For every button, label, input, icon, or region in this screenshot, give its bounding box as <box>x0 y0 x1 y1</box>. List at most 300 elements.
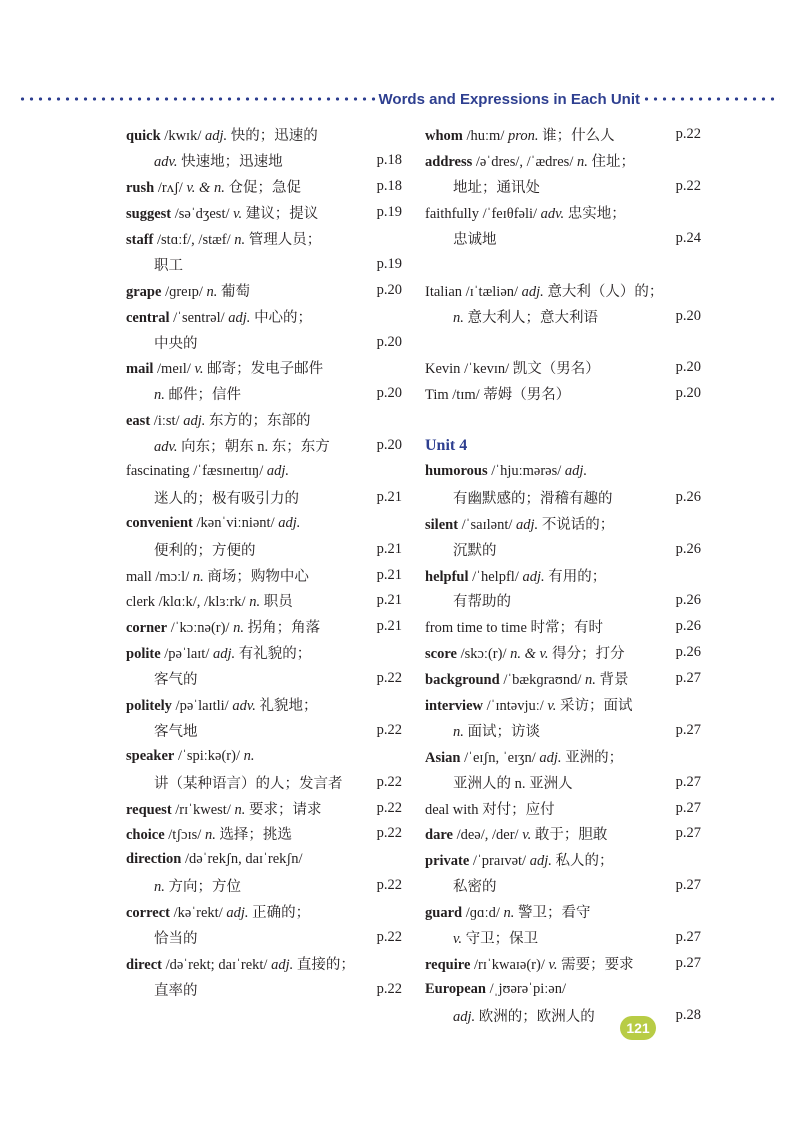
vocab-entry-continuation <box>126 484 402 510</box>
definition: 守卫；保卫 <box>462 931 539 948</box>
vocab-entry-continuation <box>425 717 701 743</box>
vocab-entry <box>126 692 402 718</box>
page-ref: p.20 <box>376 385 402 402</box>
phonetic: /dəˈrekt; daɪˈrekt/ <box>161 956 268 973</box>
definition: 意大利人；意大利语 <box>463 309 598 326</box>
unit-heading: Unit 4 <box>425 436 468 454</box>
part-of-speech: adj. <box>274 514 301 531</box>
page-ref: p.27 <box>675 773 701 790</box>
vocab-entry <box>425 614 701 640</box>
vocab-entry-continuation <box>425 769 701 795</box>
part-of-speech: adj. <box>224 309 251 326</box>
vocab-entry <box>126 407 402 433</box>
entry-text <box>126 901 310 922</box>
vocab-entry-continuation <box>126 976 402 1002</box>
entry-text <box>425 513 614 534</box>
part-of-speech: n. <box>154 879 165 896</box>
headword: fascinating <box>126 463 190 480</box>
entry-text <box>425 798 555 819</box>
phonetic: /ˌjʊərəˈpiːən/ <box>485 980 567 997</box>
part-of-speech: n. <box>453 723 464 740</box>
definition: 蒂姆（男名） <box>479 387 571 404</box>
vocab-entry <box>425 510 701 536</box>
page-ref: p.20 <box>376 437 402 454</box>
entry-text <box>126 280 250 301</box>
definition: 快的；迅速的 <box>227 128 318 145</box>
headword: faithfully <box>425 206 479 223</box>
entry-text <box>425 981 566 998</box>
entry-text <box>154 979 198 1000</box>
definition: 直率的 <box>154 982 198 999</box>
part-of-speech: adv. <box>228 698 256 715</box>
entry-text <box>126 565 309 586</box>
part-of-speech: v. & n. <box>182 180 225 197</box>
vocab-entry <box>126 847 402 873</box>
part-of-speech: adj. <box>222 905 249 922</box>
definition: 需要；要求 <box>557 956 634 973</box>
part-of-speech: n. <box>201 827 216 844</box>
entry-text <box>126 409 311 430</box>
entry-text <box>425 616 603 637</box>
phonetic: /ˈfeɪθfəli/ <box>478 206 538 223</box>
vocab-entry <box>126 640 402 666</box>
headword: request <box>126 801 172 818</box>
page-ref: p.22 <box>376 825 402 842</box>
definition: 亚洲的； <box>561 749 624 766</box>
phonetic: /klɑːk/, /klɜːrk/ <box>154 594 246 611</box>
phonetic: /ˈkevɪn/ <box>460 361 510 378</box>
entry-text <box>126 463 289 480</box>
vocab-entry <box>425 666 701 692</box>
page-header <box>18 88 780 110</box>
definition: 邮件；信件 <box>164 387 241 404</box>
entry-text <box>425 901 591 922</box>
definition: 职工 <box>154 257 183 274</box>
entry-text <box>425 849 613 870</box>
definition: 时常；有时 <box>526 620 604 637</box>
vocab-entry <box>126 588 402 614</box>
entry-text <box>126 515 300 532</box>
phonetic: /rʌʃ/ <box>154 180 183 197</box>
headword: politely <box>126 698 172 715</box>
definition: 面试；访谈 <box>463 723 540 740</box>
entry-text <box>154 772 343 793</box>
right-column <box>425 122 701 1028</box>
vocab-entry <box>126 821 402 847</box>
page-ref: p.28 <box>675 1006 701 1023</box>
definition: 东方的；东部的 <box>205 413 311 430</box>
definition: 中心的； <box>250 309 313 326</box>
entry-text <box>126 748 254 765</box>
page-ref: p.26 <box>675 618 701 635</box>
headword: polite <box>126 646 161 663</box>
definition: 背景 <box>595 672 629 689</box>
definition: 客气的 <box>154 672 198 689</box>
page-ref: p.26 <box>675 592 701 609</box>
part-of-speech: n. <box>202 283 218 300</box>
page-ref: p.22 <box>376 980 402 997</box>
definition: 正确的； <box>248 905 311 922</box>
entry-text <box>154 254 183 275</box>
headword: mall <box>126 568 152 585</box>
part-of-speech: v. <box>544 956 558 973</box>
part-of-speech: n. <box>230 232 246 248</box>
entry-text <box>453 306 598 327</box>
vocab-entry <box>126 200 402 226</box>
vocab-entry-continuation <box>425 303 701 329</box>
definition: 采访；面试 <box>556 698 633 715</box>
vocab-entry <box>425 976 701 1002</box>
page-ref: p.27 <box>675 825 701 842</box>
page-ref: p.21 <box>376 592 402 609</box>
vocab-entry <box>425 821 701 847</box>
part-of-speech: v. <box>518 827 532 844</box>
part-of-speech: n. <box>453 309 464 326</box>
definition: 礼貌地； <box>255 698 318 715</box>
headword: helpful <box>425 568 469 585</box>
headword: whom <box>425 128 463 145</box>
headword: silent <box>425 516 459 533</box>
vocab-entry <box>126 459 402 485</box>
page-ref: p.21 <box>376 566 402 583</box>
vocab-entry <box>425 743 701 769</box>
phonetic: /pəˈlaɪt/ <box>160 646 210 663</box>
phonetic: /ɡreɪp/ <box>161 283 203 300</box>
headword: deal with <box>425 801 479 818</box>
page-ref: p.27 <box>675 670 701 687</box>
phonetic: /ˈeɪʃn, ˈeɪʒn/ <box>460 749 536 766</box>
entry-text <box>425 280 663 301</box>
part-of-speech: n. <box>189 568 204 585</box>
part-of-speech: adv. <box>154 154 178 171</box>
definition: 谁；什么人 <box>538 128 615 145</box>
entry-text <box>425 463 587 480</box>
page-ref: p.21 <box>376 618 402 635</box>
entry-text <box>126 694 317 715</box>
entry-text <box>154 668 198 689</box>
vocab-entry <box>425 899 701 925</box>
definition: 警卫；看守 <box>514 905 591 922</box>
headword: rush <box>126 180 155 197</box>
vocab-entry <box>126 303 402 329</box>
part-of-speech: adv. <box>154 439 178 456</box>
entry-text <box>425 202 626 223</box>
entry-text <box>126 202 318 223</box>
page-ref: p.27 <box>675 721 701 738</box>
phonetic: /skɔː(r)/ <box>456 646 507 663</box>
part-of-speech: adj. <box>453 1008 476 1025</box>
phonetic: /pəˈlaɪtli/ <box>171 698 229 715</box>
page-ref: p.22 <box>376 670 402 687</box>
entry-text <box>126 590 293 611</box>
vocab-entry-continuation <box>126 148 402 174</box>
definition: 邮寄；发电子邮件 <box>203 361 324 378</box>
vocab-entry-continuation <box>425 484 701 510</box>
definition: 向东；朝东 n. 东；东方 <box>177 439 330 456</box>
vocab-entry <box>126 951 402 977</box>
headword: European <box>425 980 486 997</box>
vocab-entry-continuation <box>126 873 402 899</box>
vocab-entry-continuation <box>126 251 402 277</box>
page-ref: p.20 <box>376 281 402 298</box>
entry-text <box>453 772 573 793</box>
headword: guard <box>425 905 463 922</box>
page-ref: p.27 <box>675 954 701 971</box>
entry-text <box>126 306 312 327</box>
vocab-entry <box>126 795 402 821</box>
vocab-entry <box>425 148 701 174</box>
part-of-speech: n. <box>154 387 165 404</box>
page-ref: p.27 <box>675 799 701 816</box>
headword: correct <box>126 905 170 922</box>
entry-text <box>154 539 256 560</box>
vocab-entry <box>425 795 701 821</box>
phonetic: /ˈfæsɪneɪtɪŋ/ <box>189 463 264 480</box>
part-of-speech: n. <box>573 154 588 171</box>
definition: 仓促；急促 <box>224 180 301 197</box>
definition: 凯文（男名） <box>509 361 600 378</box>
definition: 意大利（人）的； <box>543 283 664 300</box>
phonetic: /ɪˈtæliən/ <box>462 283 519 300</box>
entry-text <box>453 228 497 249</box>
entry-text <box>425 150 635 171</box>
definition: 商场；购物中心 <box>203 568 309 585</box>
page-ref: p.20 <box>675 307 701 324</box>
phonetic: /ˈhelpfl/ <box>468 568 519 585</box>
phonetic: /səˈdʒest/ <box>171 206 230 223</box>
definition: 管理人员； <box>245 232 322 248</box>
part-of-speech: v. <box>453 931 462 948</box>
page-ref: p.22 <box>675 126 701 143</box>
phonetic: /kwɪk/ <box>160 128 202 145</box>
entry-text <box>425 357 600 378</box>
entry-text <box>425 953 634 974</box>
headword: east <box>126 413 151 430</box>
phonetic: /ˈspiːkə(r)/ <box>174 747 240 764</box>
page-ref: p.22 <box>376 799 402 816</box>
blank-line <box>425 251 701 277</box>
definition: 私密的 <box>453 879 497 896</box>
definition: 欧洲的；欧洲人的 <box>475 1008 595 1025</box>
vocab-entry <box>425 459 701 485</box>
page-ref: p.22 <box>376 929 402 946</box>
vocab-entry-continuation <box>126 925 402 951</box>
vocab-entry <box>126 174 402 200</box>
entry-text <box>154 332 198 353</box>
header-title: Words and Expressions in Each Unit <box>378 90 640 108</box>
headword: suggest <box>126 206 172 223</box>
phonetic: /tɪm/ <box>448 387 480 404</box>
phonetic: /mɔːl/ <box>151 568 190 585</box>
entry-text <box>425 383 570 404</box>
definition: 要求；请求 <box>245 801 322 818</box>
entry-text <box>453 927 538 948</box>
headword: choice <box>126 827 165 844</box>
page-ref: p.20 <box>675 385 701 402</box>
headword: Kevin <box>425 361 461 378</box>
vocab-entry <box>425 640 701 666</box>
headword: clerk <box>126 594 155 611</box>
definition: 有礼貌的； <box>235 646 312 663</box>
page-ref: p.26 <box>675 488 701 505</box>
part-of-speech: n. & v. <box>506 646 549 663</box>
page-ref: p.22 <box>376 773 402 790</box>
headword: humorous <box>425 463 488 480</box>
phonetic: /meɪl/ <box>153 361 191 378</box>
phonetic: /ˈsentrəl/ <box>169 309 225 326</box>
vocab-entry <box>425 277 701 303</box>
part-of-speech: adj. <box>179 413 206 430</box>
phonetic: /ˈsaɪlənt/ <box>458 516 513 533</box>
headword: speaker <box>126 747 175 764</box>
page-ref: p.18 <box>376 178 402 195</box>
page-ref: p.21 <box>376 488 402 505</box>
headword: direct <box>126 956 162 973</box>
headword: require <box>425 956 471 973</box>
entry-text <box>453 720 540 741</box>
definition: 职员 <box>260 594 293 611</box>
headword: corner <box>126 620 168 637</box>
vocab-entry <box>126 562 402 588</box>
part-of-speech: adj. <box>561 463 588 480</box>
blank-line <box>425 329 701 355</box>
headword: private <box>425 853 470 870</box>
vocab-entry-continuation <box>126 769 402 795</box>
definition: 有用的； <box>544 568 607 585</box>
entry-text <box>453 539 497 560</box>
left-column <box>126 122 402 1002</box>
vocab-entry <box>126 122 402 148</box>
page-ref: p.22 <box>376 721 402 738</box>
part-of-speech: n. <box>499 905 515 922</box>
entry-text <box>425 668 628 689</box>
entry-text <box>453 590 511 611</box>
entry-text <box>425 565 606 586</box>
vocab-entry <box>425 847 701 873</box>
page-ref: p.20 <box>376 333 402 350</box>
part-of-speech: n. <box>230 801 246 818</box>
part-of-speech: adj. <box>267 956 294 973</box>
definition: 对付；应付 <box>478 801 555 818</box>
page-ref: p.21 <box>376 540 402 557</box>
phonetic: /ˈkɔːnə(r)/ <box>167 620 230 637</box>
definition: 迷人的；极有吸引力的 <box>154 490 299 507</box>
definition: 有帮助的 <box>453 594 511 611</box>
headword: central <box>126 309 170 326</box>
part-of-speech: v. <box>543 698 557 715</box>
entry-text <box>126 176 301 197</box>
vocab-entry-continuation <box>126 666 402 692</box>
header-dots-left <box>18 97 377 101</box>
vocab-entry-continuation <box>126 381 402 407</box>
vocab-entry-continuation <box>425 588 701 614</box>
vocab-entry-continuation <box>425 226 701 252</box>
part-of-speech: v. <box>229 206 243 223</box>
phonetic: /ˈɪntəvjuː/ <box>482 698 544 715</box>
entry-text <box>453 875 497 896</box>
phonetic: /dəˈrekʃn, daɪˈrekʃn/ <box>181 851 303 868</box>
phonetic: /əˈdres/, /ˈædres/ <box>472 154 574 171</box>
entry-text <box>126 642 311 663</box>
page-ref: p.26 <box>675 644 701 661</box>
blank-line <box>425 407 701 433</box>
definition: 方向；方位 <box>164 879 241 896</box>
entry-text <box>425 124 615 145</box>
headword: Asian <box>425 749 461 766</box>
phonetic: /iːst/ <box>150 413 180 430</box>
page-ref: p.26 <box>675 540 701 557</box>
vocab-entry-continuation <box>425 174 701 200</box>
part-of-speech: n. <box>229 620 244 637</box>
definition: 私人的； <box>551 853 614 870</box>
headword: staff <box>126 232 154 248</box>
definition: 讲（某种语言）的人；发言者 <box>154 775 343 792</box>
vocab-entry-continuation <box>126 717 402 743</box>
headword: quick <box>126 128 161 145</box>
vocab-entry <box>126 614 402 640</box>
part-of-speech: n. <box>239 747 255 764</box>
vocab-entry <box>425 562 701 588</box>
phonetic: /kəˈrekt/ <box>170 905 223 922</box>
headword: Tim <box>425 387 449 404</box>
phonetic: /deə/, /der/ <box>452 827 519 844</box>
headword: interview <box>425 698 483 715</box>
vocab-entry <box>425 951 701 977</box>
entry-text <box>154 927 198 948</box>
vocab-entry <box>126 899 402 925</box>
definition: 直接的； <box>293 956 355 973</box>
headword: mail <box>126 361 154 378</box>
entry-text <box>453 1005 595 1026</box>
definition: 建议；提议 <box>242 206 319 223</box>
vocab-entry <box>425 122 701 148</box>
definition: 拐角；角落 <box>243 620 321 637</box>
definition: 住址； <box>587 154 635 171</box>
page-ref: p.19 <box>376 204 402 221</box>
definition: 便利的；方便的 <box>154 542 256 559</box>
header-dots-right <box>642 97 780 101</box>
page-ref: p.20 <box>675 359 701 376</box>
entry-text <box>154 487 299 508</box>
definition: 地址；通讯处 <box>453 180 540 197</box>
definition: 得分；打分 <box>548 646 625 663</box>
vocab-entry-continuation <box>126 329 402 355</box>
vocab-entry <box>126 226 402 252</box>
vocab-entry <box>126 510 402 536</box>
headword: direction <box>126 851 182 868</box>
part-of-speech: adj. <box>518 283 544 300</box>
page-ref: p.19 <box>376 255 402 272</box>
entry-text <box>154 383 241 404</box>
part-of-speech: adj. <box>209 646 236 663</box>
entry-text <box>126 228 321 249</box>
definition: 恰当的 <box>154 931 198 948</box>
definition: 客气地 <box>154 723 198 740</box>
vocab-entry-continuation <box>425 536 701 562</box>
definition: 选择；挑选 <box>215 827 292 844</box>
phonetic: /tʃɔɪs/ <box>164 827 202 844</box>
definition: 忠诚地 <box>453 232 497 248</box>
entry-text <box>425 694 633 715</box>
phonetic: /huːm/ <box>462 128 505 145</box>
entry-text <box>126 357 323 378</box>
page-ref: p.22 <box>376 877 402 894</box>
part-of-speech: adj. <box>535 749 562 766</box>
phonetic: /ɡɑːd/ <box>462 905 500 922</box>
page-ref: p.27 <box>675 929 701 946</box>
phonetic: /rɪˈkwaɪə(r)/ <box>470 956 545 973</box>
headword: Italian <box>425 283 463 300</box>
